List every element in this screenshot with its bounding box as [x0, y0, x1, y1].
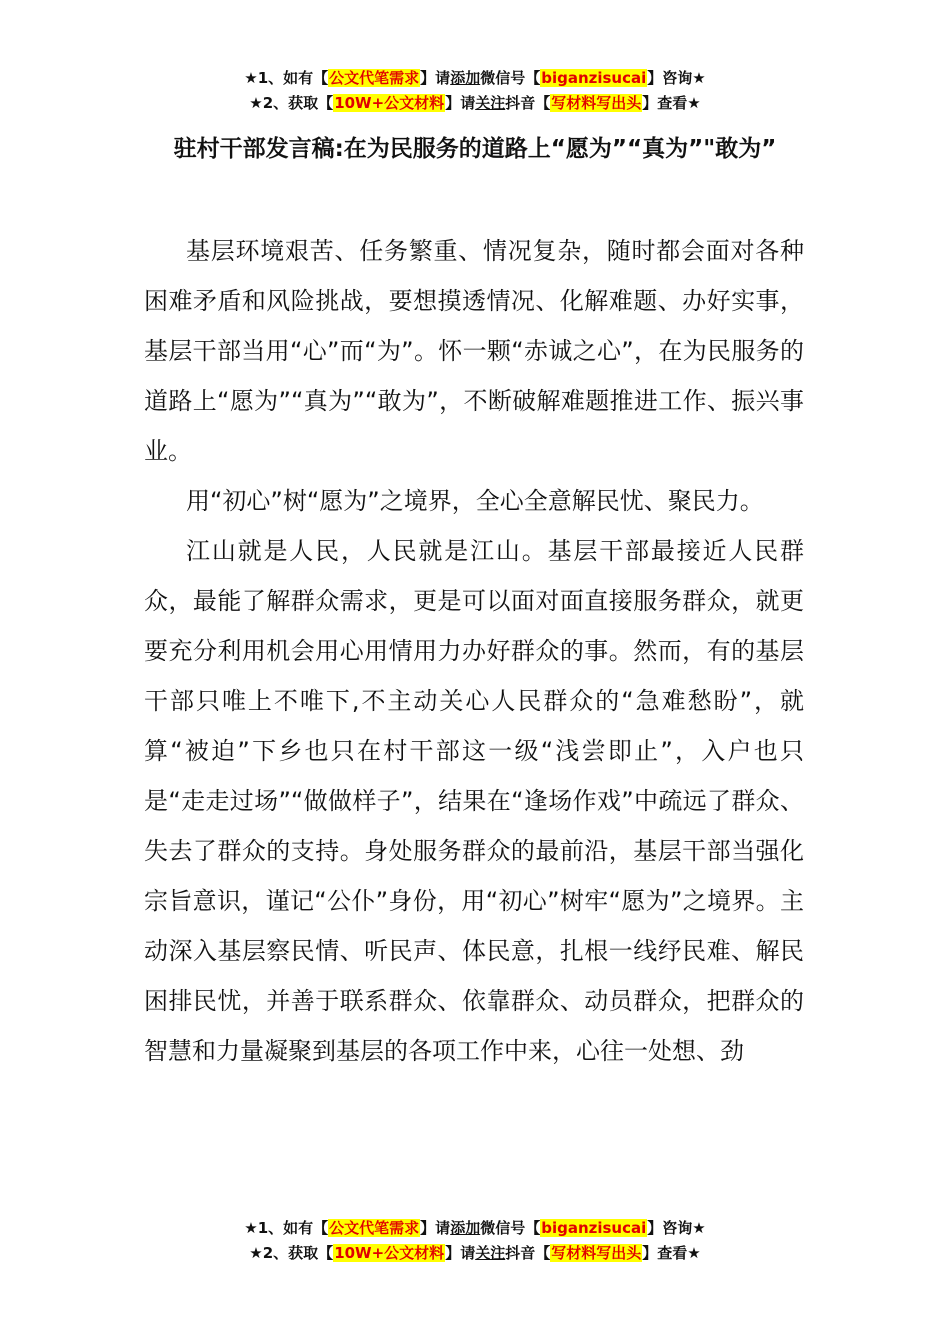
highlight-wechat-id: biganzisucai — [541, 69, 647, 87]
banner-text: 】咨询★ — [647, 69, 706, 87]
highlight-service: 公文代笔需求 — [329, 1219, 420, 1237]
banner-text: 微信号【 — [480, 69, 541, 87]
banner-text: 】咨询★ — [647, 1219, 706, 1237]
footer-banner — [0, 1216, 950, 1266]
banner-text: 抖音【 — [505, 1244, 551, 1262]
banner-line-2 — [0, 1241, 950, 1266]
highlight-douyin: 写材料写出头 — [551, 1244, 642, 1262]
underlined-text: 关注 — [475, 1244, 506, 1262]
document-body — [144, 226, 804, 1076]
banner-text: ★2、获取【 — [249, 94, 334, 112]
highlight-materials: 10W+公文材料 — [334, 94, 445, 112]
banner-text: 抖音【 — [505, 94, 551, 112]
header-banner — [0, 66, 950, 116]
banner-text: 】请 — [445, 94, 476, 112]
banner-text: 】请 — [420, 69, 451, 87]
banner-text: 】查看★ — [642, 94, 701, 112]
banner-text: 】查看★ — [642, 1244, 701, 1262]
paragraph: 基层环境艰苦、任务繁重、情况复杂，随时都会面对各种困难矛盾和风险挑战，要想摸透情况、化解难题、办好实事，基层干部当用“心”而“为”。怀一颗“赤诚之心”，在为民服务的道路上“愿为”“真为”“敢为”，不断破解难题推进工作、振兴事业。 — [144, 237, 804, 465]
underlined-text: 关注 — [475, 94, 506, 112]
banner-line-1 — [0, 66, 950, 91]
underlined-text: 添加 — [450, 1219, 481, 1237]
banner-text: ★1、如有【 — [244, 69, 329, 87]
banner-line-2 — [0, 91, 950, 116]
underlined-text: 添加 — [450, 69, 481, 87]
highlight-wechat-id: biganzisucai — [541, 1219, 647, 1237]
banner-text: ★1、如有【 — [244, 1219, 329, 1237]
banner-text: 】请 — [420, 1219, 451, 1237]
banner-text: 】请 — [445, 1244, 476, 1262]
banner-text: ★2、获取【 — [249, 1244, 334, 1262]
document-title: 驻村干部发言稿:在为民服务的道路上“愿为”“真为”"敢为” — [173, 136, 777, 162]
highlight-service: 公文代笔需求 — [329, 69, 420, 87]
banner-text: 微信号【 — [480, 1219, 541, 1237]
paragraph: 江山就是人民，人民就是江山。基层干部最接近人民群众，最能了解群众需求，更是可以面对面直接服务群众，就更要充分利用机会用心用情用力办好群众的事。然而，有的基层干部只唯上不唯下,不主动关心人民群众的“急难愁盼”，就算“被迫”下乡也只在村干部这一级“浅尝即止”，入户也只是“走走过场”“做做样子”，结果在“逢场作戏”中疏远了群众、失去了群众的支持。身处服务群众的最前沿，基层干部当强化宗旨意识，谨记“公仆”身份，用“初心”树牢“愿为”之境界。主动深入基层察民情、听民声、体民意，扎根一线纾民难、解民困排民忧，并善于联系群众、依靠群众、动员群众，把群众的智慧和力量凝聚到基层的各项工作中来，心往一处想、劲 — [144, 537, 804, 1065]
highlight-materials: 10W+公文材料 — [334, 1244, 445, 1262]
paragraph: 用“初心”树“愿为”之境界，全心全意解民忧、聚民力。 — [186, 487, 764, 515]
highlight-douyin: 写材料写出头 — [551, 94, 642, 112]
banner-line-1 — [0, 1216, 950, 1241]
